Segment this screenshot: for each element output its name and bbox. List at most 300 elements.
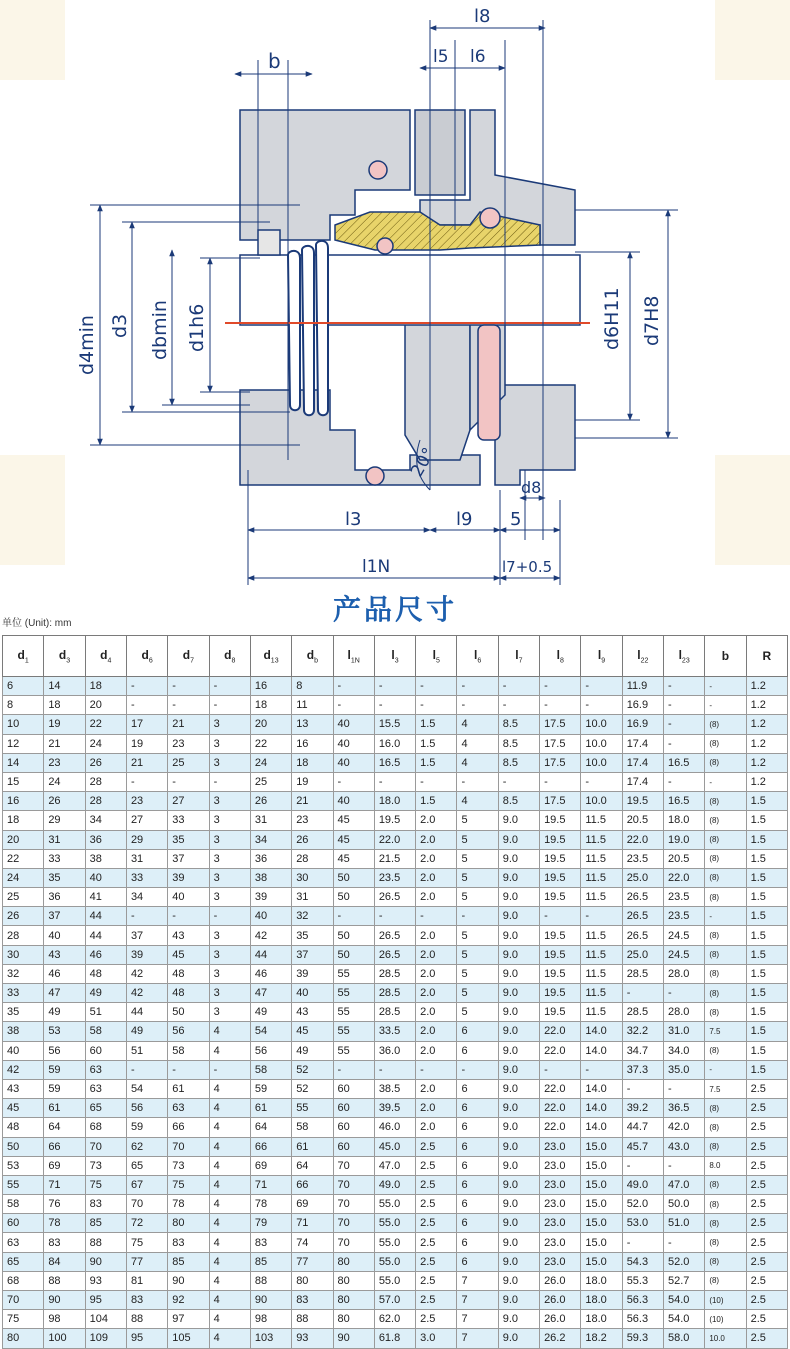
table-cell: 36.0 [374, 1041, 415, 1060]
table-cell: 9.0 [498, 1156, 539, 1175]
table-cell: 29 [44, 811, 85, 830]
column-header-symbol: l [515, 647, 519, 662]
table-cell: 57.0 [374, 1291, 415, 1310]
table-cell: 31 [292, 888, 333, 907]
table-cell: 3 [209, 753, 250, 772]
table-cell: 16.5 [374, 753, 415, 772]
table-cell: 54.3 [622, 1252, 663, 1271]
table-cell: 4 [457, 753, 498, 772]
table-cell: 11.5 [581, 830, 622, 849]
column-header-subscript: 3 [66, 657, 71, 665]
table-cell: 85 [250, 1252, 291, 1271]
table-cell: - [457, 1060, 498, 1079]
column-header-symbol: l [678, 647, 682, 662]
table-cell: - [705, 772, 746, 791]
table-cell: - [540, 1060, 581, 1079]
table-cell: 40 [333, 715, 374, 734]
table-cell: - [126, 907, 167, 926]
column-header [746, 636, 787, 677]
table-cell: 17.5 [540, 734, 581, 753]
table-cell: 9.0 [498, 926, 539, 945]
table-cell: 73 [168, 1156, 209, 1175]
table-cell: 38 [3, 1022, 44, 1041]
table-cell: - [416, 696, 457, 715]
table-cell: (8) [705, 792, 746, 811]
table-cell: 11.5 [581, 849, 622, 868]
column-header [85, 636, 126, 677]
table-cell: 23.5 [622, 849, 663, 868]
table-cell: 26 [250, 792, 291, 811]
table-cell: 60 [333, 1137, 374, 1156]
table-cell: 17 [126, 715, 167, 734]
table-cell: (8) [705, 1195, 746, 1214]
table-cell: 11.5 [581, 926, 622, 945]
table-cell: 39 [126, 945, 167, 964]
table-cell: 38 [250, 868, 291, 887]
table-cell: 56.3 [622, 1310, 663, 1329]
table-cell: 31 [44, 830, 85, 849]
table-cell: 46 [250, 964, 291, 983]
table-cell: 8.5 [498, 792, 539, 811]
table-cell: 34 [85, 811, 126, 830]
table-cell: 55 [292, 1099, 333, 1118]
table-cell: 23 [168, 734, 209, 753]
table-row [3, 677, 788, 696]
table-cell: 1.5 [746, 1060, 787, 1079]
table-cell: 20.5 [664, 849, 705, 868]
table-cell: 1.5 [416, 715, 457, 734]
table-cell: 3 [209, 888, 250, 907]
table-cell: 23.0 [540, 1195, 581, 1214]
table-cell: 3.0 [416, 1329, 457, 1348]
table-cell: 15.0 [581, 1137, 622, 1156]
table-cell: (8) [705, 1252, 746, 1271]
table-cell: - [374, 772, 415, 791]
table-cell: 59 [250, 1079, 291, 1098]
table-cell: - [209, 1060, 250, 1079]
table-cell: 26.5 [374, 888, 415, 907]
table-cell: 7 [457, 1329, 498, 1348]
table-cell: 80 [3, 1329, 44, 1348]
table-cell: 2.5 [416, 1233, 457, 1252]
column-header-symbol: d [263, 647, 271, 662]
table-cell: - [498, 677, 539, 696]
table-cell: 95 [85, 1291, 126, 1310]
table-cell: 77 [292, 1252, 333, 1271]
table-row [3, 734, 788, 753]
table-cell: 19.0 [664, 830, 705, 849]
table-cell: 32.2 [622, 1022, 663, 1041]
table-cell: - [664, 1233, 705, 1252]
table-cell: - [416, 907, 457, 926]
table-cell: - [498, 772, 539, 791]
table-cell: 60 [333, 1099, 374, 1118]
table-cell: 1.5 [746, 888, 787, 907]
table-row [3, 1252, 788, 1271]
table-cell: 11.5 [581, 811, 622, 830]
table-cell: 2.5 [746, 1156, 787, 1175]
table-cell: - [664, 1156, 705, 1175]
table-cell: 44 [126, 1003, 167, 1022]
table-cell: 4 [209, 1252, 250, 1271]
table-cell: 37.3 [622, 1060, 663, 1079]
table-cell: 31 [250, 811, 291, 830]
table-cell: 55.0 [374, 1252, 415, 1271]
label-l7: l7+0.5 [502, 558, 553, 576]
table-cell: 5 [457, 984, 498, 1003]
label-angle: 20° [407, 444, 440, 481]
table-cell: - [333, 907, 374, 926]
table-cell: 48 [168, 964, 209, 983]
table-cell: 41 [85, 888, 126, 907]
table-cell: 100 [44, 1329, 85, 1348]
table-cell: 4 [209, 1329, 250, 1348]
table-cell: 9.0 [498, 1271, 539, 1290]
table-cell: 18 [3, 811, 44, 830]
column-header [44, 636, 85, 677]
table-cell: 6 [457, 1214, 498, 1233]
table-cell: 9.0 [498, 1079, 539, 1098]
table-cell: 3 [209, 926, 250, 945]
table-cell: 17.4 [622, 772, 663, 791]
table-cell: 1.5 [746, 830, 787, 849]
table-cell: 2.0 [416, 926, 457, 945]
table-row [3, 1156, 788, 1175]
table-cell: 66 [250, 1137, 291, 1156]
label-l1N: l1N [362, 557, 391, 577]
table-row [3, 1271, 788, 1290]
table-row [3, 696, 788, 715]
table-cell: 40 [168, 888, 209, 907]
table-cell: 40 [333, 753, 374, 772]
table-cell: 54 [126, 1079, 167, 1098]
table-cell: 21 [168, 715, 209, 734]
table-cell: 9.0 [498, 1003, 539, 1022]
table-cell: 9.0 [498, 964, 539, 983]
decor-panel-right-mid [715, 455, 790, 565]
table-cell: 23.0 [540, 1233, 581, 1252]
table-cell: 18.0 [581, 1310, 622, 1329]
table-cell: 27 [168, 792, 209, 811]
table-row [3, 868, 788, 887]
table-cell: 14 [44, 677, 85, 696]
table-cell: 83 [44, 1233, 85, 1252]
column-header [622, 636, 663, 677]
table-cell: 2.0 [416, 1118, 457, 1137]
table-cell: 1.5 [746, 849, 787, 868]
table-cell: 50 [3, 1137, 44, 1156]
table-cell: 9.0 [498, 1118, 539, 1137]
table-cell: 14 [3, 753, 44, 772]
table-row [3, 849, 788, 868]
table-cell: 22.0 [540, 1079, 581, 1098]
column-header-subscript: 1 [24, 657, 29, 665]
table-cell: 49 [250, 1003, 291, 1022]
table-cell: 19.5 [540, 1003, 581, 1022]
table-cell: 64 [44, 1118, 85, 1137]
table-cell: 7.5 [705, 1022, 746, 1041]
table-cell: - [664, 715, 705, 734]
table-cell: 16 [250, 677, 291, 696]
table-cell: 16.5 [664, 753, 705, 772]
table-cell: 75 [85, 1175, 126, 1194]
table-header-row [3, 636, 788, 677]
table-cell: 85 [168, 1252, 209, 1271]
table-cell: 33 [44, 849, 85, 868]
table-cell: 103 [250, 1329, 291, 1348]
table-cell: 6 [457, 1233, 498, 1252]
column-header-symbol: d [141, 647, 149, 662]
table-cell: 19.5 [622, 792, 663, 811]
table-cell: 5 [457, 830, 498, 849]
table-cell: 1.5 [746, 945, 787, 964]
table-cell: - [416, 772, 457, 791]
table-cell: 90 [85, 1252, 126, 1271]
table-cell: 43 [3, 1079, 44, 1098]
table-cell: 11.9 [622, 677, 663, 696]
table-cell: 65 [3, 1252, 44, 1271]
o-ring-seat [480, 208, 500, 228]
table-cell: 9.0 [498, 1329, 539, 1348]
table-cell: 22.0 [540, 1118, 581, 1137]
table-cell: (8) [705, 926, 746, 945]
table-cell: - [664, 734, 705, 753]
table-cell: 3 [209, 830, 250, 849]
table-cell: 6 [457, 1079, 498, 1098]
table-cell: 88 [85, 1233, 126, 1252]
table-cell: 26 [3, 907, 44, 926]
table-cell: 10.0 [581, 734, 622, 753]
table-cell: 70 [126, 1195, 167, 1214]
table-cell: 80 [333, 1252, 374, 1271]
table-cell: 2.0 [416, 1022, 457, 1041]
table-cell: 17.5 [540, 715, 581, 734]
table-cell: 4 [209, 1118, 250, 1137]
table-cell: 37 [44, 907, 85, 926]
table-cell: 9.0 [498, 830, 539, 849]
table-cell: 19.5 [540, 830, 581, 849]
table-cell: 85 [85, 1214, 126, 1233]
table-cell: 11.5 [581, 868, 622, 887]
table-cell: 22.0 [664, 868, 705, 887]
table-cell: 42 [126, 984, 167, 1003]
table-cell: - [374, 1060, 415, 1079]
column-header-subscript: 4 [107, 657, 112, 665]
table-cell: 2.5 [416, 1214, 457, 1233]
table-cell: 9.0 [498, 1195, 539, 1214]
table-cell: (8) [705, 1175, 746, 1194]
table-row [3, 888, 788, 907]
table-cell: 22 [3, 849, 44, 868]
table-cell: (8) [705, 964, 746, 983]
table-cell: - [540, 907, 581, 926]
table-cell: 1.5 [746, 1003, 787, 1022]
table-cell: 53 [44, 1022, 85, 1041]
table-cell: 11.5 [581, 984, 622, 1003]
table-cell: 40 [44, 926, 85, 945]
column-header [374, 636, 415, 677]
table-cell: 9.0 [498, 1022, 539, 1041]
table-cell: 3 [209, 945, 250, 964]
table-cell: 42.0 [664, 1118, 705, 1137]
table-cell: (8) [705, 1118, 746, 1137]
table-cell: 18.0 [664, 811, 705, 830]
table-cell: 35.0 [664, 1060, 705, 1079]
table-cell: 70 [85, 1137, 126, 1156]
table-cell: 83 [250, 1233, 291, 1252]
label-d6H11: d6H11 [601, 287, 623, 350]
table-cell: 4 [209, 1233, 250, 1252]
table-cell: 1.2 [746, 753, 787, 772]
column-header-subscript: 8 [231, 657, 236, 665]
table-cell: 4 [209, 1175, 250, 1194]
table-cell: - [622, 1233, 663, 1252]
table-cell: - [664, 1079, 705, 1098]
table-cell: 9.0 [498, 811, 539, 830]
table-cell: 11.5 [581, 964, 622, 983]
table-cell: 33 [126, 868, 167, 887]
table-cell: 2.5 [746, 1329, 787, 1348]
table-row [3, 811, 788, 830]
column-header-symbol: l [597, 647, 602, 662]
column-header [3, 636, 44, 677]
table-cell: 48 [85, 964, 126, 983]
table-cell: 64 [250, 1118, 291, 1137]
column-header-symbol: d [100, 647, 108, 662]
table-cell: 2.0 [416, 1099, 457, 1118]
column-header-symbol: l [473, 647, 478, 662]
table-cell: - [209, 772, 250, 791]
table-cell: 55 [333, 964, 374, 983]
table-cell: 90 [250, 1291, 291, 1310]
table-cell: 44 [250, 945, 291, 964]
table-cell: 77 [126, 1252, 167, 1271]
table-cell: 38.5 [374, 1079, 415, 1098]
table-cell: - [498, 696, 539, 715]
table-cell: 26.0 [540, 1271, 581, 1290]
table-cell: 19.5 [540, 888, 581, 907]
column-header-subscript: 5 [436, 657, 440, 665]
table-cell: (8) [705, 715, 746, 734]
table-cell: 53.0 [622, 1214, 663, 1233]
table-cell: 58 [85, 1022, 126, 1041]
table-cell: 88 [126, 1310, 167, 1329]
table-cell: - [374, 677, 415, 696]
table-cell: 45 [333, 849, 374, 868]
table-cell: 80 [292, 1271, 333, 1290]
table-cell: 24.5 [664, 945, 705, 964]
table-cell: 33.5 [374, 1022, 415, 1041]
table-cell: (8) [705, 984, 746, 1003]
table-cell: 104 [85, 1310, 126, 1329]
label-b: b [268, 49, 281, 73]
spring [288, 241, 328, 415]
table-cell: - [209, 696, 250, 715]
table-cell: 69 [292, 1195, 333, 1214]
table-cell: 24 [3, 868, 44, 887]
table-cell: 10.0 [581, 753, 622, 772]
table-cell: 26.5 [622, 888, 663, 907]
table-cell: 61 [44, 1099, 85, 1118]
table-cell: 28 [85, 772, 126, 791]
table-cell: 50 [333, 888, 374, 907]
table-cell: 70 [168, 1137, 209, 1156]
table-cell: 22.0 [540, 1041, 581, 1060]
table-cell: 11.5 [581, 1003, 622, 1022]
table-cell: 93 [85, 1271, 126, 1290]
table-cell: - [622, 1079, 663, 1098]
table-cell: 51.0 [664, 1214, 705, 1233]
table-cell: 1.5 [746, 1022, 787, 1041]
table-cell: (8) [705, 1233, 746, 1252]
table-cell: 25 [250, 772, 291, 791]
table-cell: 15.0 [581, 1214, 622, 1233]
table-cell: 3 [209, 715, 250, 734]
table-cell: 1.2 [746, 734, 787, 753]
table-cell: 39 [168, 868, 209, 887]
table-cell: 3 [209, 964, 250, 983]
table-cell: 32 [3, 964, 44, 983]
table-cell: 28.0 [664, 964, 705, 983]
table-cell: 67 [126, 1175, 167, 1194]
table-cell: 2.0 [416, 888, 457, 907]
column-header-subscript: 7 [518, 657, 523, 665]
table-cell: 66 [292, 1175, 333, 1194]
column-header-symbol: d [58, 647, 67, 662]
table-cell: 54 [250, 1022, 291, 1041]
table-cell: 17.5 [540, 753, 581, 772]
table-cell: 55 [3, 1175, 44, 1194]
table-row [3, 984, 788, 1003]
table-row [3, 1195, 788, 1214]
label-d7H8: d7H8 [641, 295, 663, 346]
table-cell: 75 [168, 1175, 209, 1194]
table-cell: - [168, 696, 209, 715]
label-d4min: d4min [76, 315, 98, 375]
table-row [3, 1041, 788, 1060]
column-header-symbol: d [17, 647, 25, 662]
table-cell: 42 [126, 964, 167, 983]
table-cell: 72 [126, 1214, 167, 1233]
table-cell: 43 [292, 1003, 333, 1022]
table-cell: 26 [44, 792, 85, 811]
table-cell: 59 [126, 1118, 167, 1137]
table-cell: 69 [250, 1156, 291, 1175]
table-cell: 28.5 [374, 1003, 415, 1022]
column-header-symbol: d [182, 647, 191, 662]
table-cell: 49.0 [374, 1175, 415, 1194]
table-cell: 40 [333, 792, 374, 811]
table-cell: 2.0 [416, 945, 457, 964]
label-l6: l6 [470, 47, 486, 67]
table-cell: 26.5 [374, 945, 415, 964]
table-cell: 51 [126, 1041, 167, 1060]
table-cell: 7.5 [705, 1079, 746, 1098]
column-header-symbol: b [721, 649, 730, 663]
table-cell: 23.5 [664, 907, 705, 926]
table-cell: 6 [457, 1195, 498, 1214]
table-cell: 6 [457, 1118, 498, 1137]
table-cell: 10.0 [581, 715, 622, 734]
table-cell: 9.0 [498, 1060, 539, 1079]
table-cell: - [664, 772, 705, 791]
table-cell: 22 [85, 715, 126, 734]
table-cell: 5 [457, 811, 498, 830]
table-cell: - [581, 907, 622, 926]
table-cell: 1.5 [746, 792, 787, 811]
column-header [664, 636, 705, 677]
table-cell: 45.7 [622, 1137, 663, 1156]
